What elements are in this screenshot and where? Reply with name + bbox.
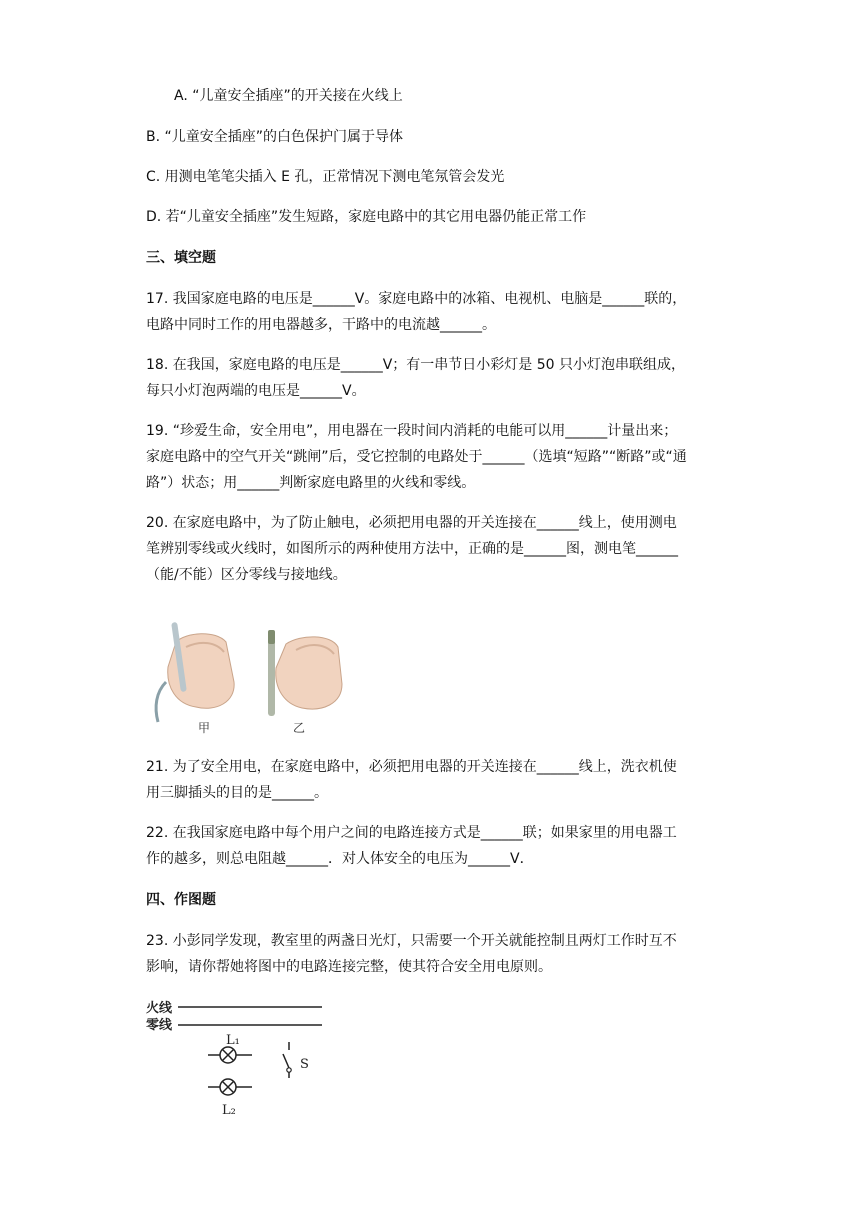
q19-line2: 家庭电路中的空气开关“跳闸”后，受它控制的电路处于______（选填“短路”“断路”或“通 <box>146 449 687 465</box>
q17-line1: 17. 我国家庭电路的电压是______V。家庭电路中的冰箱、电视机、电脑是______联的， <box>146 291 687 307</box>
q19-line3: 路”）状态；用______判断家庭电路里的火线和零线。 <box>146 475 476 491</box>
test-pen-figure <box>146 612 346 736</box>
figure-label-yi: 乙 <box>293 721 306 735</box>
test-pen-right-illustration <box>268 630 342 716</box>
q18-line1: 18. 在我国，家庭电路的电压是______V；有一串节日小彩灯是 50 只小灯泡串联组成， <box>146 357 686 373</box>
q23-line1: 23. 小彭同学发现，教室里的两盏日光灯，只需要一个开关就能控制且两灯工作时互不 <box>146 933 677 949</box>
neutral-wire-label: 零线 <box>146 1018 173 1033</box>
test-pen-left-illustration <box>156 622 234 722</box>
live-wire-label: 火线 <box>146 1001 173 1016</box>
figure-label-jia: 甲 <box>198 721 211 735</box>
q20-line1: 20. 在家庭电路中，为了防止触电，必须把用电器的开关连接在______线上，使用测电 <box>146 515 677 531</box>
circuit-diagram <box>146 998 332 1120</box>
q22-line2: 作的越多，则总电阻越______．对人体安全的电压为______V． <box>146 851 534 867</box>
q19-line1: 19. “珍爱生命，安全用电”，用电器在一段时间内消耗的电能可以用______计量出来； <box>146 423 678 439</box>
option-b: B. “儿童安全插座”的白色保护门属于导体 <box>146 129 404 145</box>
option-d: D. 若“儿童安全插座”发生短路，家庭电路中的其它用电器仍能正常工作 <box>146 209 587 225</box>
switch-symbol <box>283 1042 291 1078</box>
q23-line2: 影响，请你帮她将图中的电路连接完整，使其符合安全用电原则。 <box>146 959 552 975</box>
q21-line2: 用三脚插头的目的是______。 <box>146 785 328 801</box>
lamp2-symbol <box>208 1079 252 1095</box>
section-fill-in-heading: 三、填空题 <box>146 250 216 266</box>
option-a: A. “儿童安全插座”的开关接在火线上 <box>174 88 403 104</box>
lamp1-label: L₁ <box>226 1033 240 1048</box>
q18-line2: 每只小灯泡两端的电压是______V。 <box>146 383 366 399</box>
q21-line1: 21. 为了安全用电，在家庭电路中，必须把用电器的开关连接在______线上，洗衣机使 <box>146 759 677 775</box>
option-c: C. 用测电笔笔尖插入 E 孔，正常情况下测电笔氖管会发光 <box>146 169 505 185</box>
q20-line3: （能/不能）区分零线与接地线。 <box>146 567 347 583</box>
q20-line2: 笔辨别零线或火线时，如图所示的两种使用方法中，正确的是______图，测电笔______ <box>146 541 678 557</box>
lamp1-symbol <box>208 1047 252 1063</box>
section-drawing-heading: 四、作图题 <box>146 892 216 908</box>
q17-line2: 电路中同时工作的用电器越多，干路中的电流越______。 <box>146 317 496 333</box>
lamp2-label: L₂ <box>222 1103 236 1118</box>
q22-line1: 22. 在我国家庭电路中每个用户之间的电路连接方式是______联；如果家里的用电器工 <box>146 825 677 841</box>
switch-label: S <box>300 1057 309 1072</box>
